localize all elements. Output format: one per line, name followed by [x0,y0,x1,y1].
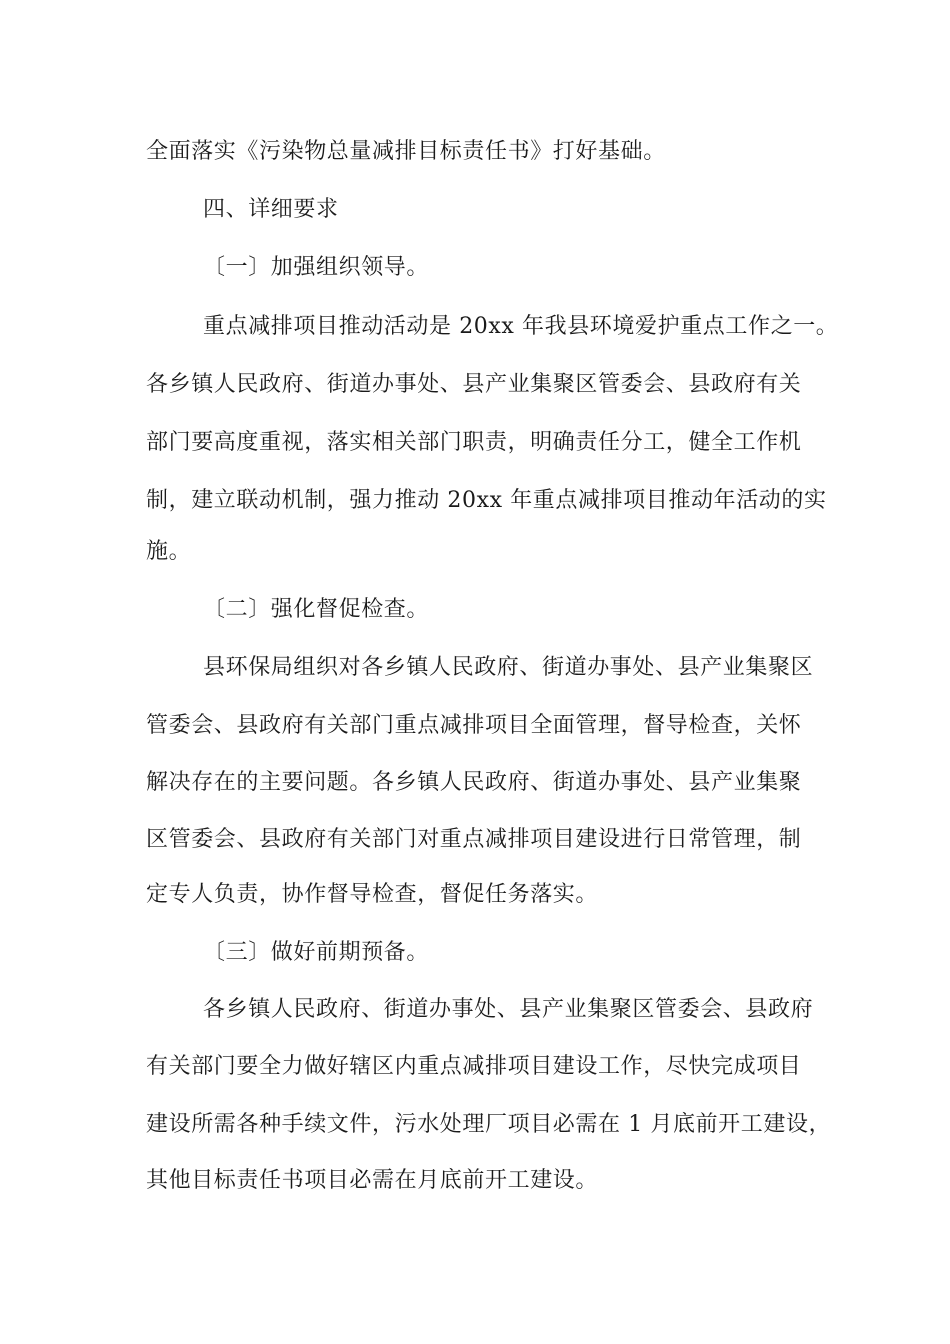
subsection-heading: 〔三〕做好前期预备。 [203,940,430,965]
subsection-heading: 〔二〕强化督促检查。 [203,597,430,622]
paragraph-line: 部门要高度重视，落实相关部门职责，明确责任分工，健全工作机 [146,430,802,455]
paragraph-line: 各乡镇人民政府、街道办事处、县产业集聚区管委会、县政府 [203,997,814,1022]
paragraph-line: 全面落实《污染物总量减排目标责任书》打好基础。 [146,139,666,164]
paragraph-line: 施。 [146,539,192,564]
paragraph-line: 制，建立联动机制，强力推动 20xx 年重点减排项目推动年活动的实 [146,488,827,513]
subsection-heading: 〔一〕加强组织领导。 [203,255,430,280]
paragraph-line: 解决存在的主要问题。各乡镇人民政府、街道办事处、县产业集聚 [146,770,802,795]
paragraph-line: 重点减排项目推动活动是 20xx 年我县环境爱护重点工作之一。 [203,314,839,339]
paragraph-line: 有关部门要全力做好辖区内重点减排项目建设工作，尽快完成项目 [146,1054,802,1079]
paragraph-line: 区管委会、县政府有关部门对重点减排项目建设进行日常管理，制 [146,827,802,852]
paragraph-line: 各乡镇人民政府、街道办事处、县产业集聚区管委会、县政府有关 [146,372,802,397]
paragraph-line: 其他目标责任书项目必需在月底前开工建设。 [146,1168,599,1193]
paragraph-line: 县环保局组织对各乡镇人民政府、街道办事处、县产业集聚区 [203,655,814,680]
paragraph-line: 管委会、县政府有关部门重点减排项目全面管理，督导检查，关怀 [146,713,802,738]
paragraph-line: 建设所需各种手续文件，污水处理厂项目必需在 1 月底前开工建设， [146,1112,832,1137]
paragraph-line: 定专人负责，协作督导检查，督促任务落实。 [146,882,599,907]
section-heading: 四、详细要求 [203,197,339,222]
